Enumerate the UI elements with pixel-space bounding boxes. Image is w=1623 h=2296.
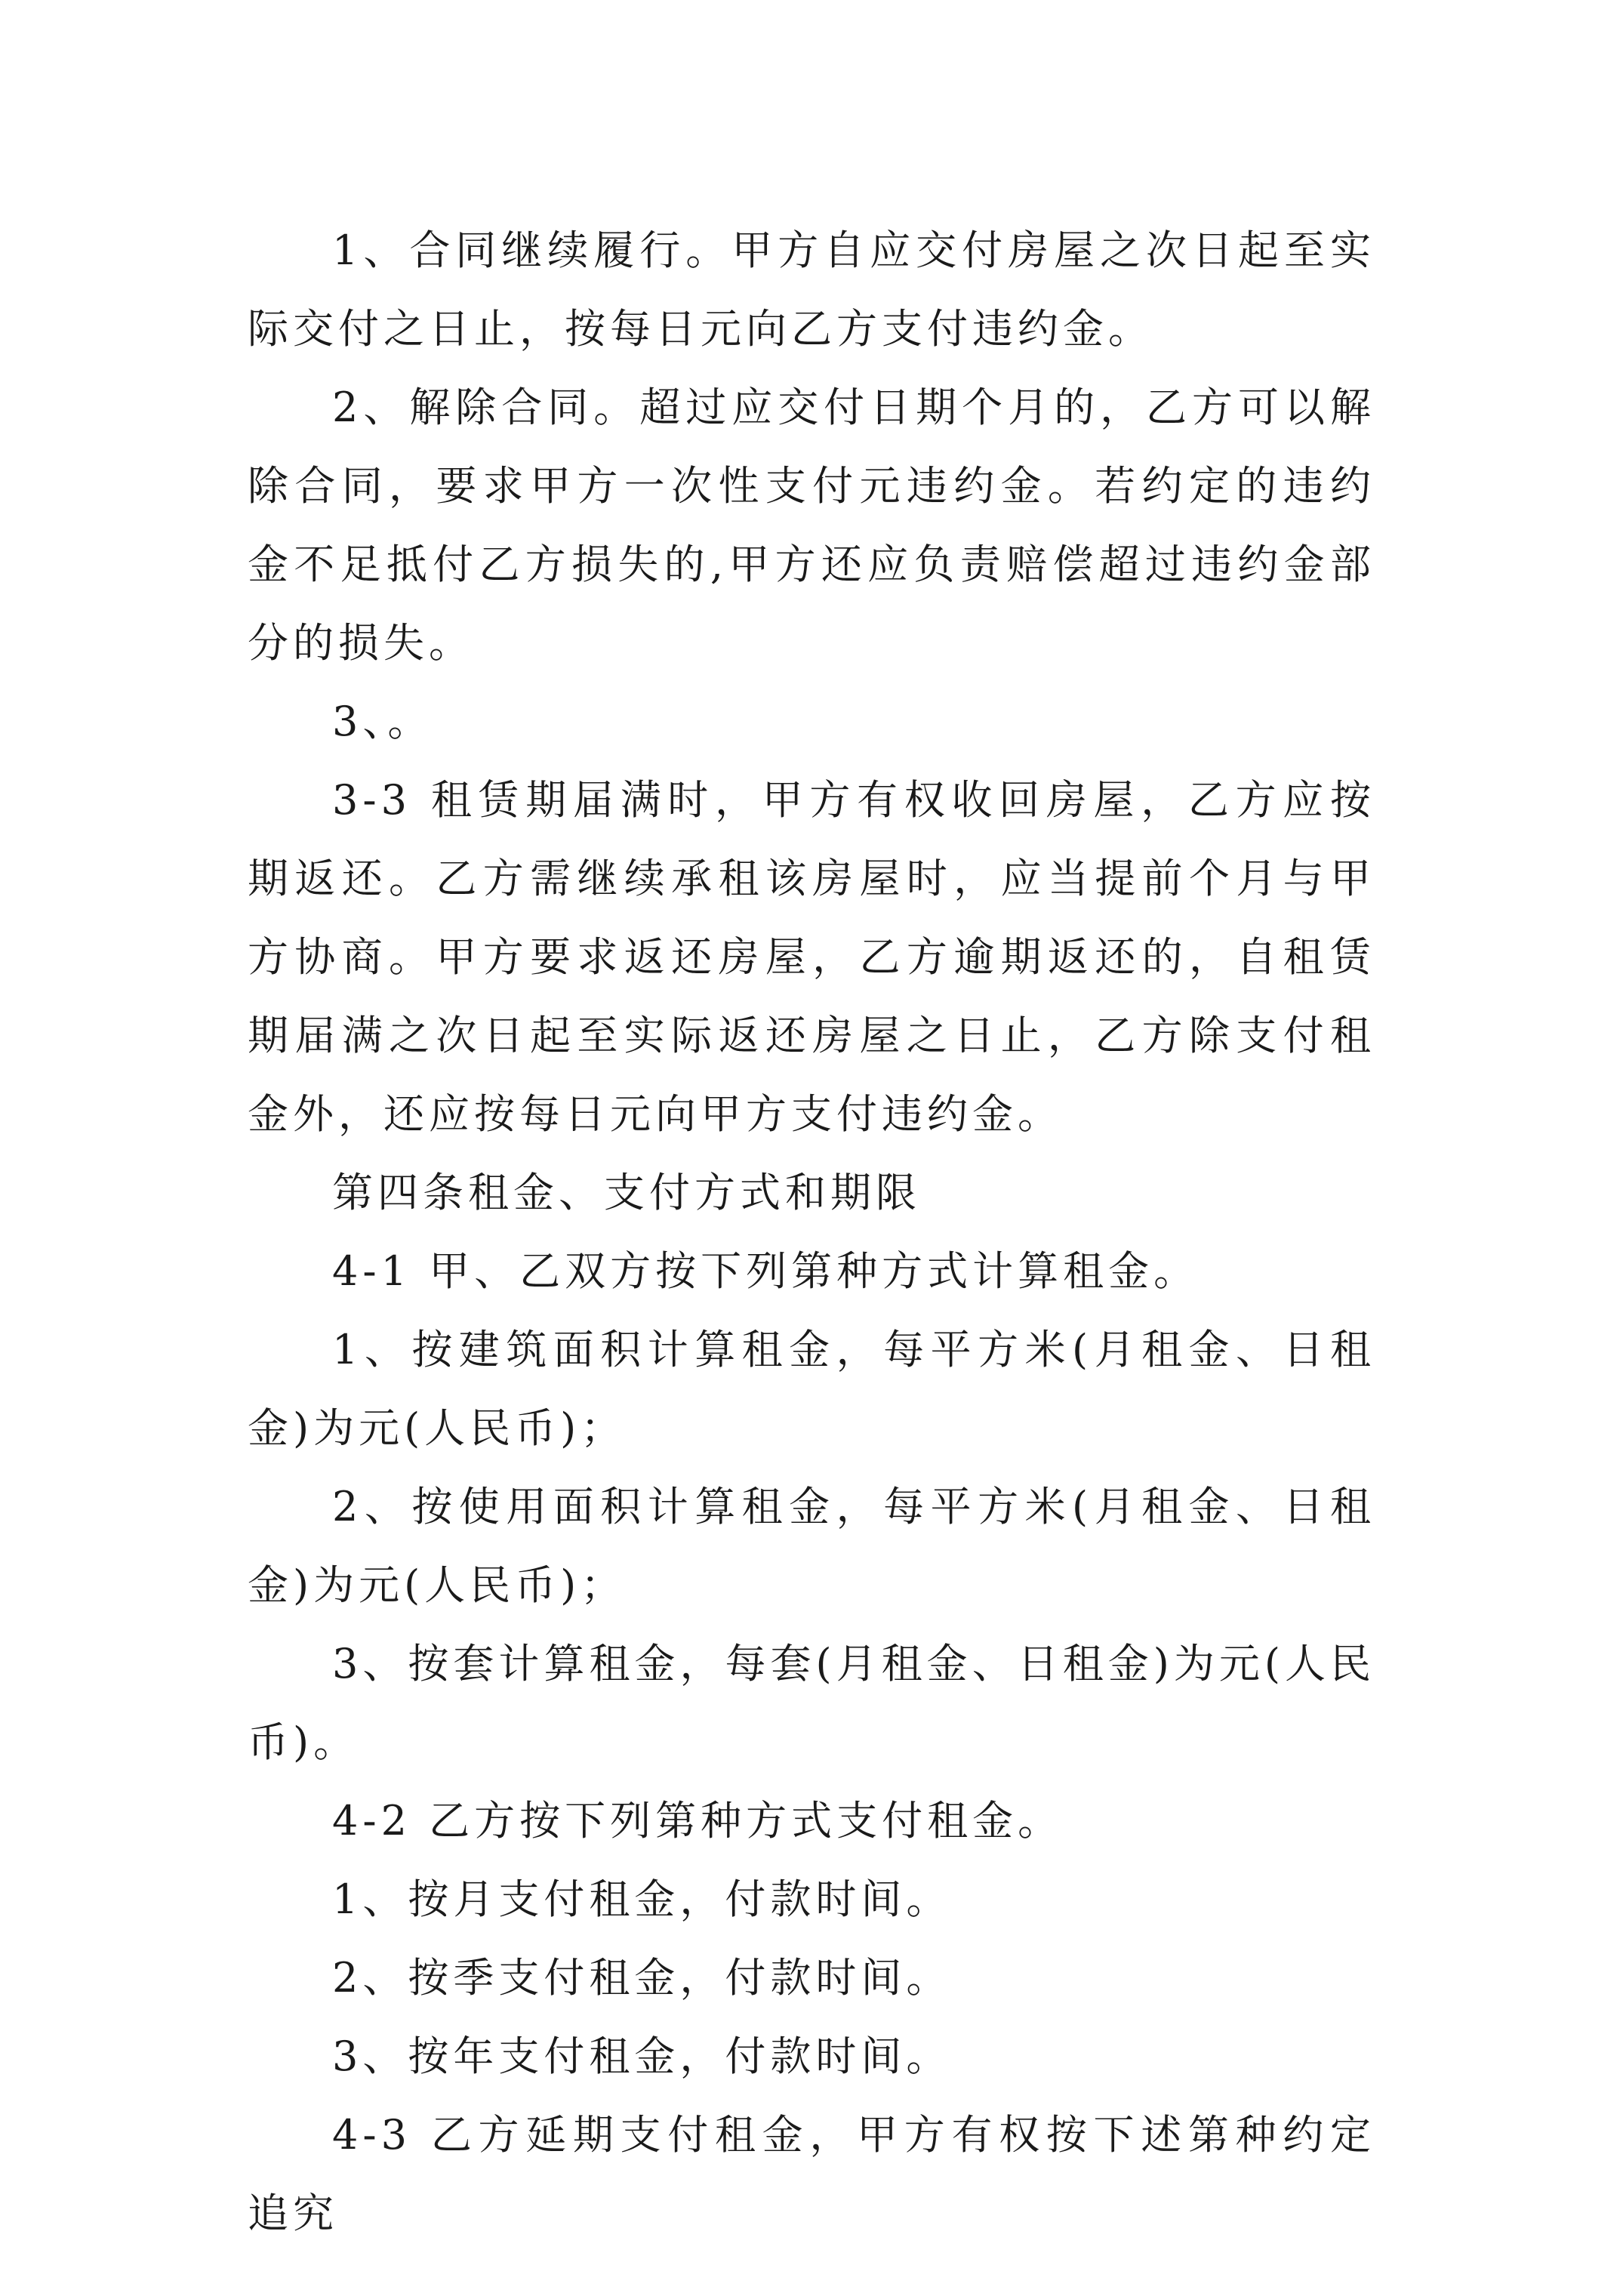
paragraph-rent-by-usable-area: 2、按使用面积计算租金，每平方米(月租金、日租金)为元(人民币)； (248, 1483, 1375, 1609)
paragraph-rent-by-building-area: 1、按建筑面积计算租金，每平方米(月租金、日租金)为元(人民币)； (248, 1326, 1375, 1452)
paragraph-continue-performance: 1、合同继续履行。甲方自应交付房屋之次日起至实际交付之日止，按每日元向乙方支付违约金。 (248, 227, 1375, 353)
paragraph-clause-4-1: 4-1 甲、乙双方按下列第种方式计算租金。 (332, 1247, 1200, 1295)
paragraph-pay-yearly: 3、按年支付租金，付款时间。 (332, 2032, 952, 2080)
paragraph-pay-quarterly: 2、按季支付租金，付款时间。 (332, 1954, 952, 2002)
paragraph-rent-by-unit: 3、按套计算租金，每套(月租金、日租金)为元(人民币)。 (248, 1640, 1375, 1766)
paragraph-item-3: 3、。 (332, 698, 433, 745)
paragraph-terminate-contract: 2、解除合同。超过应交付日期个月的，乙方可以解除合同，要求甲方一次性支付元违约金。若约定的违约金不足抵付乙方损失的,甲方还应负责赔偿超过违约金部分的损失。 (248, 384, 1375, 667)
paragraph-clause-4-3: 4-3 乙方延期支付租金，甲方有权按下述第种约定追究 (248, 2111, 1375, 2237)
paragraph-clause-4-2: 4-2 乙方按下列第种方式支付租金。 (332, 1797, 1064, 1845)
document-body (248, 211, 1375, 2253)
paragraph-pay-monthly: 1、按月支付租金，付款时间。 (332, 1875, 952, 1923)
section-heading-article-4: 第四条租金、支付方式和期限 (332, 1169, 921, 1216)
paragraph-clause-3-3: 3-3 租赁期届满时，甲方有权收回房屋，乙方应按期返还。乙方需继续承租该房屋时，应当提前个月与甲方协商。甲方要求返还房屋，乙方逾期返还的，自租赁期届满之次日起至实际返还房屋之日止，乙方除支付租金外，还应按每日元向甲方支付违约金。 (248, 776, 1375, 1138)
